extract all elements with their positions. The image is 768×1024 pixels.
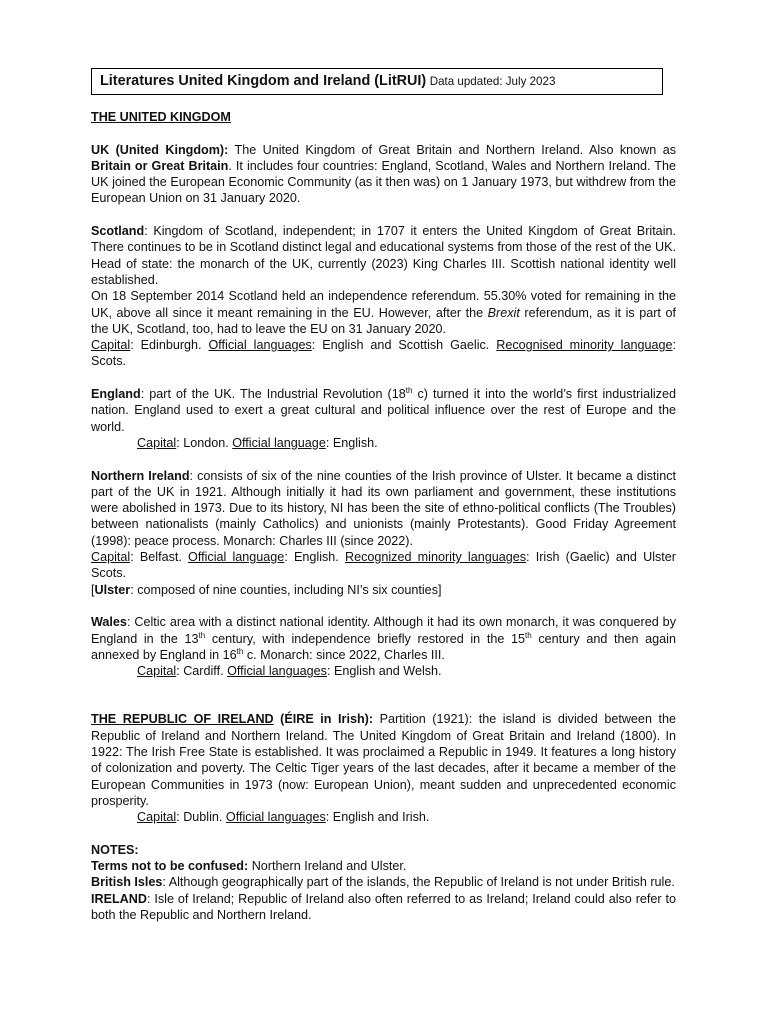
capital-label: Capital (91, 338, 131, 353)
ulster-note: [Ulster: composed of nine counties, including NI’s six counties] (91, 582, 442, 597)
capital-label: Capital (137, 664, 177, 679)
term-scotland: Scotland (91, 224, 145, 239)
ireland-facts: Capital: Dublin. Official languages: English and Irish. (137, 810, 430, 825)
term-brexit: Brexit (487, 305, 520, 320)
paragraph-england: England: part of the UK. The Industrial Revolution (18th c) turned it into the world’s first industrialized nation. England used to exert a great cultural and political influence over the rest of Europe and the world. (91, 385, 676, 434)
paragraph-northern-ireland: Northern Ireland: consists of six of the nine counties of the Irish province of Ulster. It became a distinct part of the UK in 1921. Although initially it had its own parliament and government, these institutions were abolished in 1973. Due to its history, NI has been the site of ethno-political conflicts (The Troubles) between nationalists (mainly Catholics) and unionists (mainly Protestants). Good Friday Agreement (1998): peace process. Monarch: Charles III (since 2022). (91, 468, 676, 548)
official-languages-label: Official languages (208, 338, 312, 353)
term-uk: UK (United Kingdom): (91, 142, 229, 157)
official-language-label: Official language (188, 550, 285, 565)
note-terms: Terms not to be confused: Northern Ireland and Ulster. (91, 859, 407, 874)
section-heading-ireland: THE REPUBLIC OF IRELAND (91, 712, 274, 727)
document-body (91, 109, 676, 923)
paragraph-wales: Wales: Celtic area with a distinct national identity. Although it had its own monarch, it was conquered by England in the 13th century, with independence briefly restored in the 15th century and then again annexed by England in 16th c. Monarch: since 2022, Charles III. (91, 615, 676, 662)
document-title: Literatures United Kingdom and Ireland (LitRUI) (100, 73, 427, 89)
minority-language-label: Recognised minority language (496, 338, 673, 353)
england-facts: Capital: London. Official language: English. (137, 435, 378, 450)
capital-label: Capital (91, 550, 131, 565)
wales-facts: Capital: Cardiff. Official languages: English and Welsh. (137, 664, 442, 679)
notes-heading: NOTES: (91, 842, 139, 857)
section-heading-uk: THE UNITED KINGDOM (91, 110, 231, 124)
term-ulster: Ulster (94, 582, 131, 597)
title-box (91, 68, 663, 95)
official-languages-label: Official languages (225, 810, 326, 825)
minority-languages-label: Recognized minority languages (344, 550, 527, 565)
paragraph-scotland-referendum: On 18 September 2014 Scotland held an independence referendum. 55.30% voted for remaining in the UK, above all since it meant remaining in the EU. However, after the Brexit referendum, as it is part of the UK, Scotland, too, had to leave the EU on 31 January 2020. (91, 289, 676, 336)
term-england: England (91, 387, 141, 402)
paragraph-ireland: THE REPUBLIC OF IRELAND (ÉIRE in Irish): Partition (1921): the island is divided between the Republic of Ireland and Northern Ireland. The United Kingdom of Great Britain and Ireland (1800). In 1922: The Irish Free State is established. It was proclaimed a Republic in 1949. It features a long history of colonization and poverty. The Celtic Tiger years of the last decades, after it became a member of the European Communities in 1973 (now: European Union), meant sudden and unprecedented economic prosperity. (91, 712, 676, 808)
ireland-irish-name: (ÉIRE in Irish): (273, 712, 374, 727)
paragraph-uk: UK (United Kingdom): The United Kingdom of Great Britain and Northern Ireland. Also known as Britain or Great Britain. It includes four countries: England, Scotland, Wales and Northern Ireland. The UK joined the European Economic Community (as it then was) on 1 January 1973, but withdrew from the European Union on 31 January 2020. (91, 142, 676, 206)
capital-label: Capital (137, 435, 177, 450)
term-britain: Britain or Great Britain (91, 158, 229, 173)
capital-label: Capital (137, 810, 177, 825)
term-northern-ireland: Northern Ireland (91, 468, 190, 483)
paragraph-scotland: Scotland: Kingdom of Scotland, independent; in 1707 it enters the United Kingdom of Great Britain. There continues to be in Scotland distinct legal and educational systems from those of the rest of the UK. Head of state: the monarch of the UK, currently (2023) King Charles III. Scottish national identity well established. (91, 224, 676, 287)
term-wales: Wales (91, 615, 127, 630)
scotland-facts: Capital: Edinburgh. Official languages: English and Scottish Gaelic. Recognised minority language: Scots. (91, 338, 676, 369)
northern-ireland-facts: Capital: Belfast. Official language: English. Recognized minority languages: Irish (Gaelic) and Ulster Scots. (91, 550, 676, 581)
note-british-isles: British Isles: Although geographically part of the islands, the Republic of Ireland is not under British rule. (91, 875, 675, 890)
note-ireland: IRELAND: Isle of Ireland; Republic of Ireland also often referred to as Ireland; Ireland could also refer to both the Republic and Northern Ireland. (91, 891, 676, 922)
update-date: Data updated: July 2023 (429, 75, 556, 88)
official-languages-label: Official languages (227, 664, 327, 679)
official-language-label: Official language (232, 435, 326, 450)
